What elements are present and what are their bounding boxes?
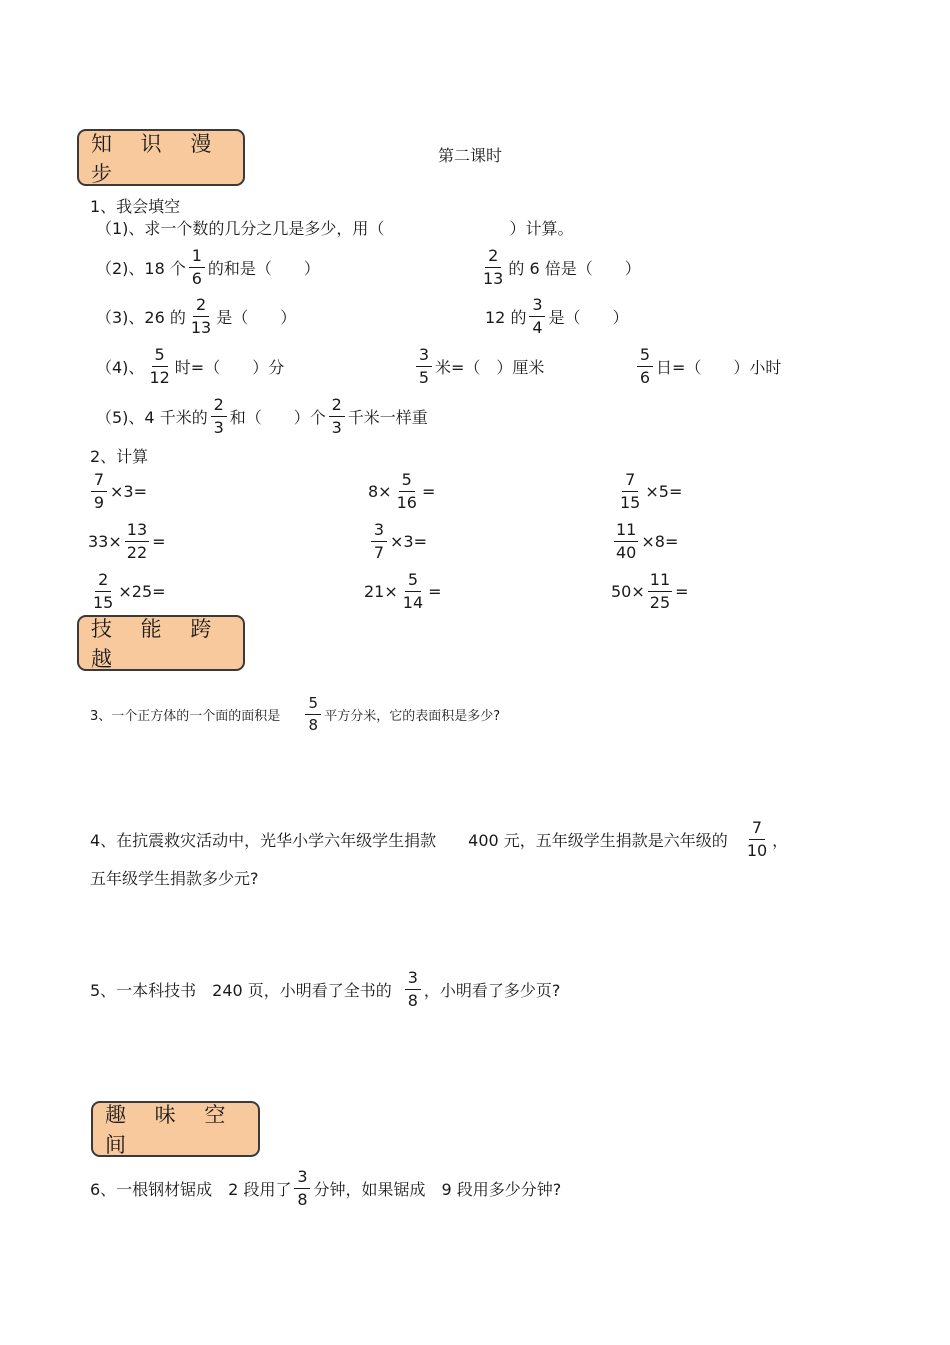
fraction: $\frac{5}{12}$ xyxy=(149,344,170,387)
fraction: $\frac{13}{22}$ xyxy=(126,519,148,562)
calc-5: $\frac{3}{7}$ ×3= xyxy=(368,518,427,564)
q2a-line: （2)、18 个 $\frac{1}{6}$ 的和是（ ） xyxy=(96,245,320,288)
section-badge-skills: 技 能 跨 越 xyxy=(77,615,245,671)
problem-3: 3、一个正方体的一个面的面积是 $\frac{5}{8}$ 平方分米，它的表面积是多少? xyxy=(90,693,501,734)
problem-6: 6、一根钢材锯成 2 段用了 $\frac{3}{8}$ 分钟，如果锯成 9 段用多少分钟? xyxy=(90,1166,562,1209)
fraction: $\frac{3}{8}$ xyxy=(405,970,421,1009)
calc-7: $\frac{2}{15}$ ×25= xyxy=(93,569,166,612)
fraction: $\frac{3}{7}$ xyxy=(371,522,387,561)
q4c-line: $\frac{5}{6}$ 日=（ ）小时 xyxy=(634,343,781,389)
q4a-line: （4)、 $\frac{5}{12}$ 时=（ ）分 xyxy=(96,344,285,387)
fraction: $\frac{3}{4}$ xyxy=(529,297,545,336)
calc-9: 50× $\frac{11}{25}$ = xyxy=(611,569,689,612)
q1-line: （1)、求一个数的几分之几是多少，用（ ）计算。 xyxy=(96,218,574,238)
section-1-title: 1、我会填空 xyxy=(90,197,181,216)
fraction: $\frac{3}{8}$ xyxy=(294,1169,310,1208)
lesson-title: 第二课时 xyxy=(438,146,503,165)
calc-6: $\frac{11}{40}$ ×8= xyxy=(616,519,679,562)
section-2-title: 2、计算 xyxy=(90,447,149,466)
fraction: $\frac{11}{25}$ xyxy=(649,569,671,612)
fraction: $\frac{3}{5}$ xyxy=(416,347,432,386)
q4b-line: $\frac{3}{5}$ 米=（ ）厘米 xyxy=(413,343,544,389)
calc-2: 8× $\frac{5}{16}$ = xyxy=(368,469,436,512)
problem-5: 5、一本科技书 240 页，小明看了全书的 $\frac{3}{8}$ ，小明看了多少页? xyxy=(90,967,561,1010)
fraction: $\frac{5}{16}$ xyxy=(396,469,417,512)
fraction: $\frac{1}{6}$ xyxy=(189,248,205,287)
fraction: $\frac{7}{15}$ xyxy=(620,469,641,512)
fraction: $\frac{11}{40}$ xyxy=(616,519,637,562)
calc-3: $\frac{7}{15}$ ×5= xyxy=(620,469,683,512)
q5-line: （5)、4 千米的 $\frac{2}{3}$ 和（ ）个 $\frac{2}{3}$ 千米一样重 xyxy=(96,394,428,437)
fraction: $\frac{2}{13}$ xyxy=(483,245,504,288)
fraction: $\frac{7}{10}$ xyxy=(746,817,768,860)
calc-1: $\frac{7}{9}$ ×3= xyxy=(88,468,147,514)
fraction: $\frac{2}{15}$ xyxy=(93,569,114,612)
fraction: $\frac{7}{9}$ xyxy=(91,472,107,511)
fraction: $\frac{5}{14}$ xyxy=(402,569,424,612)
section-badge-fun: 趣 味 空 间 xyxy=(91,1101,260,1157)
problem-4: 4、在抗震救灾活动中，光华小学六年级学生捐款 400 元，五年级学生捐款是六年级的 $\frac{7}{10}$ ， xyxy=(90,817,789,860)
fraction: $\frac{2}{13}$ xyxy=(190,294,212,337)
section-badge-knowledge: 知 识 漫 步 xyxy=(77,129,245,186)
calc-8: 21× $\frac{5}{14}$ = xyxy=(364,569,442,612)
fraction: $\frac{2}{3}$ xyxy=(211,397,227,436)
q3a-line: （3)、26 的 $\frac{2}{13}$ 是（ ） xyxy=(96,294,297,337)
problem-4-line2: 五年级学生捐款多少元? xyxy=(90,869,259,888)
fraction: $\frac{5}{6}$ xyxy=(637,347,653,386)
q3b-line: 12 的 $\frac{3}{4}$ 是（ ） xyxy=(485,294,629,337)
fraction: $\frac{5}{8}$ xyxy=(305,696,321,733)
calc-4: 33× $\frac{13}{22}$ = xyxy=(88,519,166,562)
q2b-line: $\frac{2}{13}$ 的 6 倍是（ ） xyxy=(483,245,641,288)
fraction: $\frac{2}{3}$ xyxy=(329,397,345,436)
